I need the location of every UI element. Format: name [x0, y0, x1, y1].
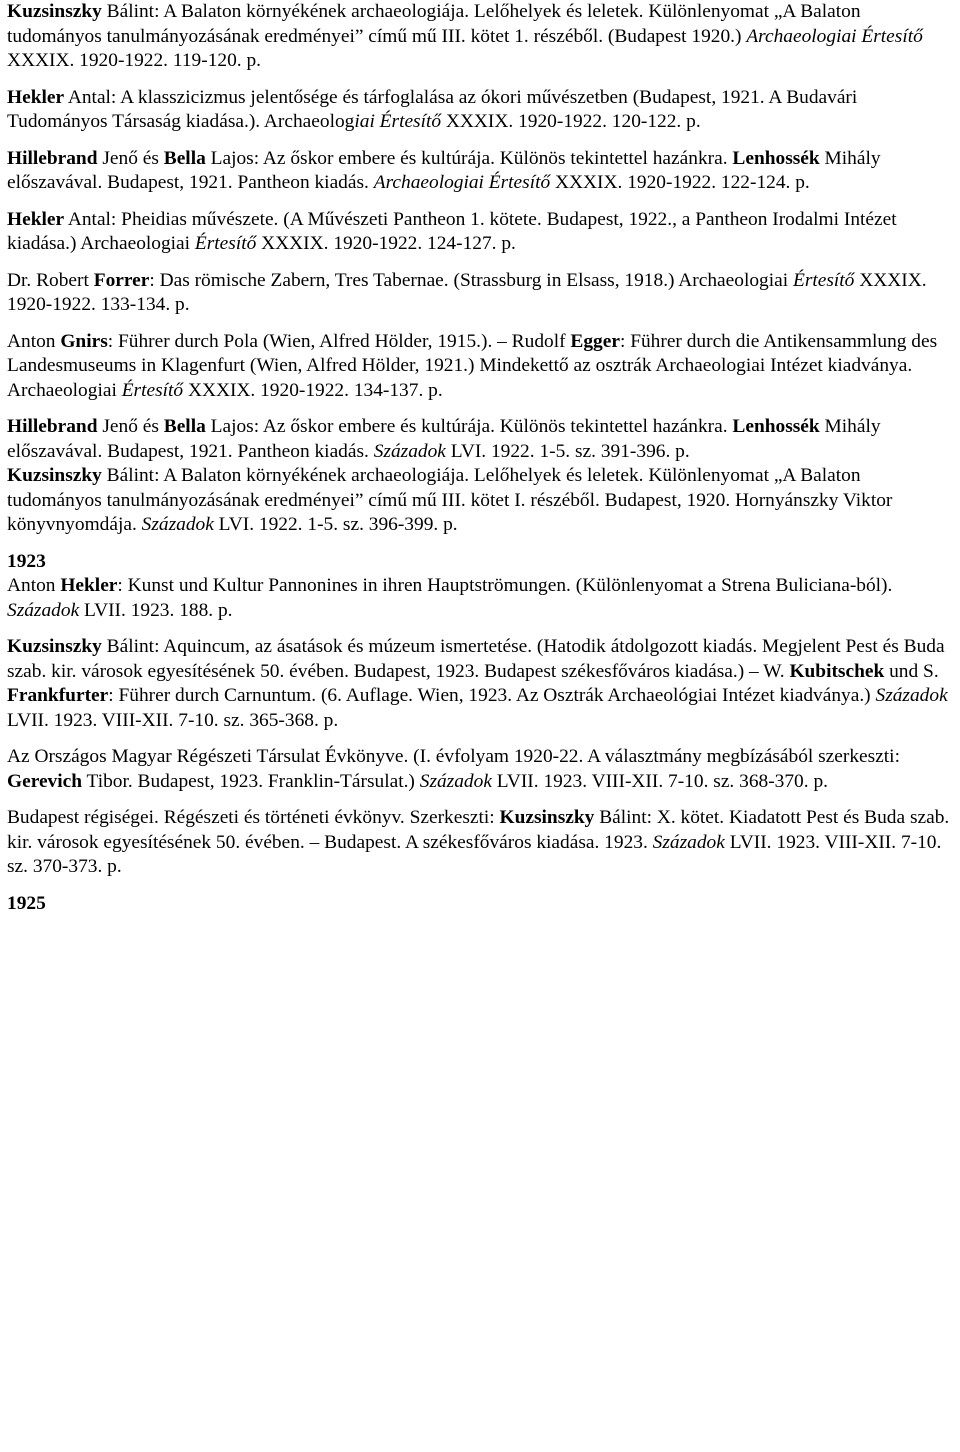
bibliography-entry	[7, 330, 955, 404]
bibliography-entry	[7, 806, 955, 880]
entry-text: Anton	[7, 575, 61, 596]
entry-text: Antal: A klasszicizmus jelentősége és tárfoglalása az ókori művészetben (Budapest, 1921. A Budavári Tudományos Társaság kiadása.). Archaeolog	[7, 86, 858, 132]
entry-text: XXXIX. 1920-1922. 120-122. p.	[441, 111, 701, 132]
author-name: Kuzsinszky	[7, 636, 102, 657]
entry-text: Antal: Pheidias művészete. (A Művészeti Pantheon 1. kötete. Budapest, 1922., a Pantheon Irodalmi Intézet kiadása.) Archaeologiai	[7, 208, 897, 254]
bibliography-entry	[7, 208, 955, 257]
author-name: Gerevich	[7, 770, 83, 792]
author-name: Lenhossék	[732, 147, 820, 169]
entry-text: Jenő és	[97, 416, 164, 437]
journal-title: Századok	[419, 770, 492, 792]
entry-text: Mihály előszavával. Budapest, 1921. Pantheon kiadás.	[7, 147, 881, 193]
journal-title: Századok	[652, 831, 725, 853]
entry-text: Bálint: Aquincum, az ásatások és múzeum ismertetése. (Hatodik átdolgozott kiadás. Megjelent Pest és Buda szab. kir. városok egyesítésének 50. évében. Budapest, 1923. Budapest székesfőváros kiadása.) – W.	[7, 636, 945, 682]
entry-text: Lajos: Az őskor embere és kultúrája. Különös tekintettel hazánkra.	[205, 416, 733, 437]
entry-text: XXXIX. 1920-1922. 124-127. p.	[256, 233, 516, 254]
author-name: Bella	[163, 147, 206, 169]
entry-text: Bálint: A Balaton környékének archaeologiája. Lelőhelyek és leletek. Különlenyomat „A Balaton tudományos tanulmányozásának eredményei” című mű III. kötet I. részéből. Budapest, 1920. Hornyánszky Viktor könyvnyomdája.	[7, 465, 893, 535]
author-name: Egger	[570, 330, 620, 352]
journal-title: Archaeologiai Értesítő	[373, 172, 551, 193]
entry-text: Bálint: X. kötet. Kiadatott Pest és Buda szab. kir. városok egyesítésének 50. évében. – Budapest. A székesfőváros kiadása. 1923.	[7, 807, 950, 853]
author-name: Bella	[163, 416, 206, 437]
author-name: Hekler	[7, 86, 65, 108]
author-name: Kuzsinszky	[7, 465, 102, 486]
journal-title: Értesítő	[792, 269, 855, 291]
bibliography-entry	[7, 415, 955, 464]
entry-text: Bálint: A Balaton környékének archaeologiája. Lelőhelyek és leletek. Különlenyomat „A Balaton tudományos tanulmányozásának eredményei” című mű III. kötet 1. részéből. (Budapest 1920.)	[7, 1, 861, 47]
journal-title: Századok	[875, 685, 948, 706]
author-name: Kuzsinszky	[499, 807, 595, 828]
entry-text: : Führer durch Carnuntum. (6. Auflage. Wien, 1923. Az Osztrák Archaeológiai Intézet kiadványa.)	[108, 685, 876, 706]
journal-title: iai Értesítő	[354, 111, 442, 132]
entry-text: XXXIX. 1920-1922. 134-137. p.	[183, 379, 443, 401]
author-name: Kubitschek	[789, 660, 885, 682]
journal-title: Értesítő	[121, 379, 184, 401]
bibliography-entry	[7, 86, 955, 135]
entry-text: LVII. 1923. VIII-XII. 7-10. sz. 370-373. p.	[7, 831, 942, 877]
journal-title: Századok	[7, 599, 80, 621]
entry-text: Lajos: Az őskor embere és kultúrája. Különös tekintettel hazánkra.	[205, 147, 733, 169]
entry-text: Az Országos Magyar Régészeti Társulat Évkönyve. (I. évfolyam 1920-22. A választmány megbízásából szerkeszti:	[7, 746, 900, 767]
author-name: Frankfurter	[7, 685, 109, 706]
author-name: Gnirs	[60, 330, 108, 352]
author-name: Hekler	[7, 208, 65, 230]
entry-text: : Das römische Zabern, Tres Tabernae. (Strassburg in Elsass, 1918.) Archaeologiai	[149, 269, 793, 291]
entry-text: LVI. 1922. 1-5. sz. 396-399. p.	[213, 514, 458, 535]
author-name: Forrer	[93, 269, 150, 291]
entry-text: Dr. Robert	[7, 269, 94, 291]
entry-text: Tibor. Budapest, 1923. Franklin-Társulat.)	[82, 770, 420, 792]
entry-text: LVII. 1923. VIII-XII. 7-10. sz. 368-370. p.	[491, 770, 828, 792]
bibliography-entry	[7, 269, 955, 318]
bibliography-entry	[7, 574, 955, 623]
journal-title: Értesítő	[194, 233, 257, 254]
document-page	[7, 0, 955, 916]
entry-text: XXXIX. 1920-1922. 119-120. p.	[7, 50, 262, 71]
entry-text: Jenő és	[97, 147, 164, 169]
journal-title: Századok	[141, 514, 214, 535]
entry-text: Mihály előszavával. Budapest, 1921. Pantheon kiadás.	[7, 416, 881, 462]
entry-text: Anton	[7, 330, 61, 352]
author-name: Hekler	[60, 575, 118, 596]
bibliography-entry	[7, 0, 955, 74]
entry-text: Budapest régiségei. Régészeti és történeti évkönyv. Szerkeszti:	[7, 807, 500, 828]
author-name: Hillebrand	[7, 147, 98, 169]
bibliography-entry	[7, 464, 955, 538]
entry-text: : Führer durch die Antikensammlung des Landesmuseums in Klagenfurt (Wien, Alfred Hölder, 1921.) Mindekettő az osztrák Archaeologiai Intézet kiadványa. Archaeologiai	[7, 330, 938, 401]
bibliography-entry	[7, 745, 955, 794]
entry-text: und S.	[884, 660, 939, 682]
journal-title: Archaeologiai Értesítő	[746, 25, 923, 47]
entry-text: LVII. 1923. VIII-XII. 7-10. sz. 365-368. p.	[7, 709, 339, 731]
author-name: Kuzsinszky	[7, 1, 102, 22]
author-name: Hillebrand	[7, 416, 98, 437]
journal-title: Századok	[373, 440, 446, 462]
entry-text: : Kunst und Kultur Pannonines in ihren Hauptströmungen. (Különlenyomat a Strena Buliciana-ból).	[117, 575, 893, 596]
year-heading: 1923	[7, 550, 46, 572]
entry-text: XXXIX. 1920-1922. 122-124. p.	[550, 172, 810, 193]
author-name: Lenhossék	[732, 416, 820, 437]
bibliography-entry	[7, 635, 955, 733]
bibliography-entry	[7, 147, 955, 196]
year-heading: 1925	[7, 892, 46, 914]
entry-text: : Führer durch Pola (Wien, Alfred Hölder, 1915.). – Rudolf	[107, 330, 571, 352]
entry-text: XXXIX. 1920-1922. 133-134. p.	[7, 269, 927, 315]
entry-text: LVI. 1922. 1-5. sz. 391-396. p.	[445, 440, 690, 462]
entry-text: LVII. 1923. 188. p.	[79, 599, 233, 621]
